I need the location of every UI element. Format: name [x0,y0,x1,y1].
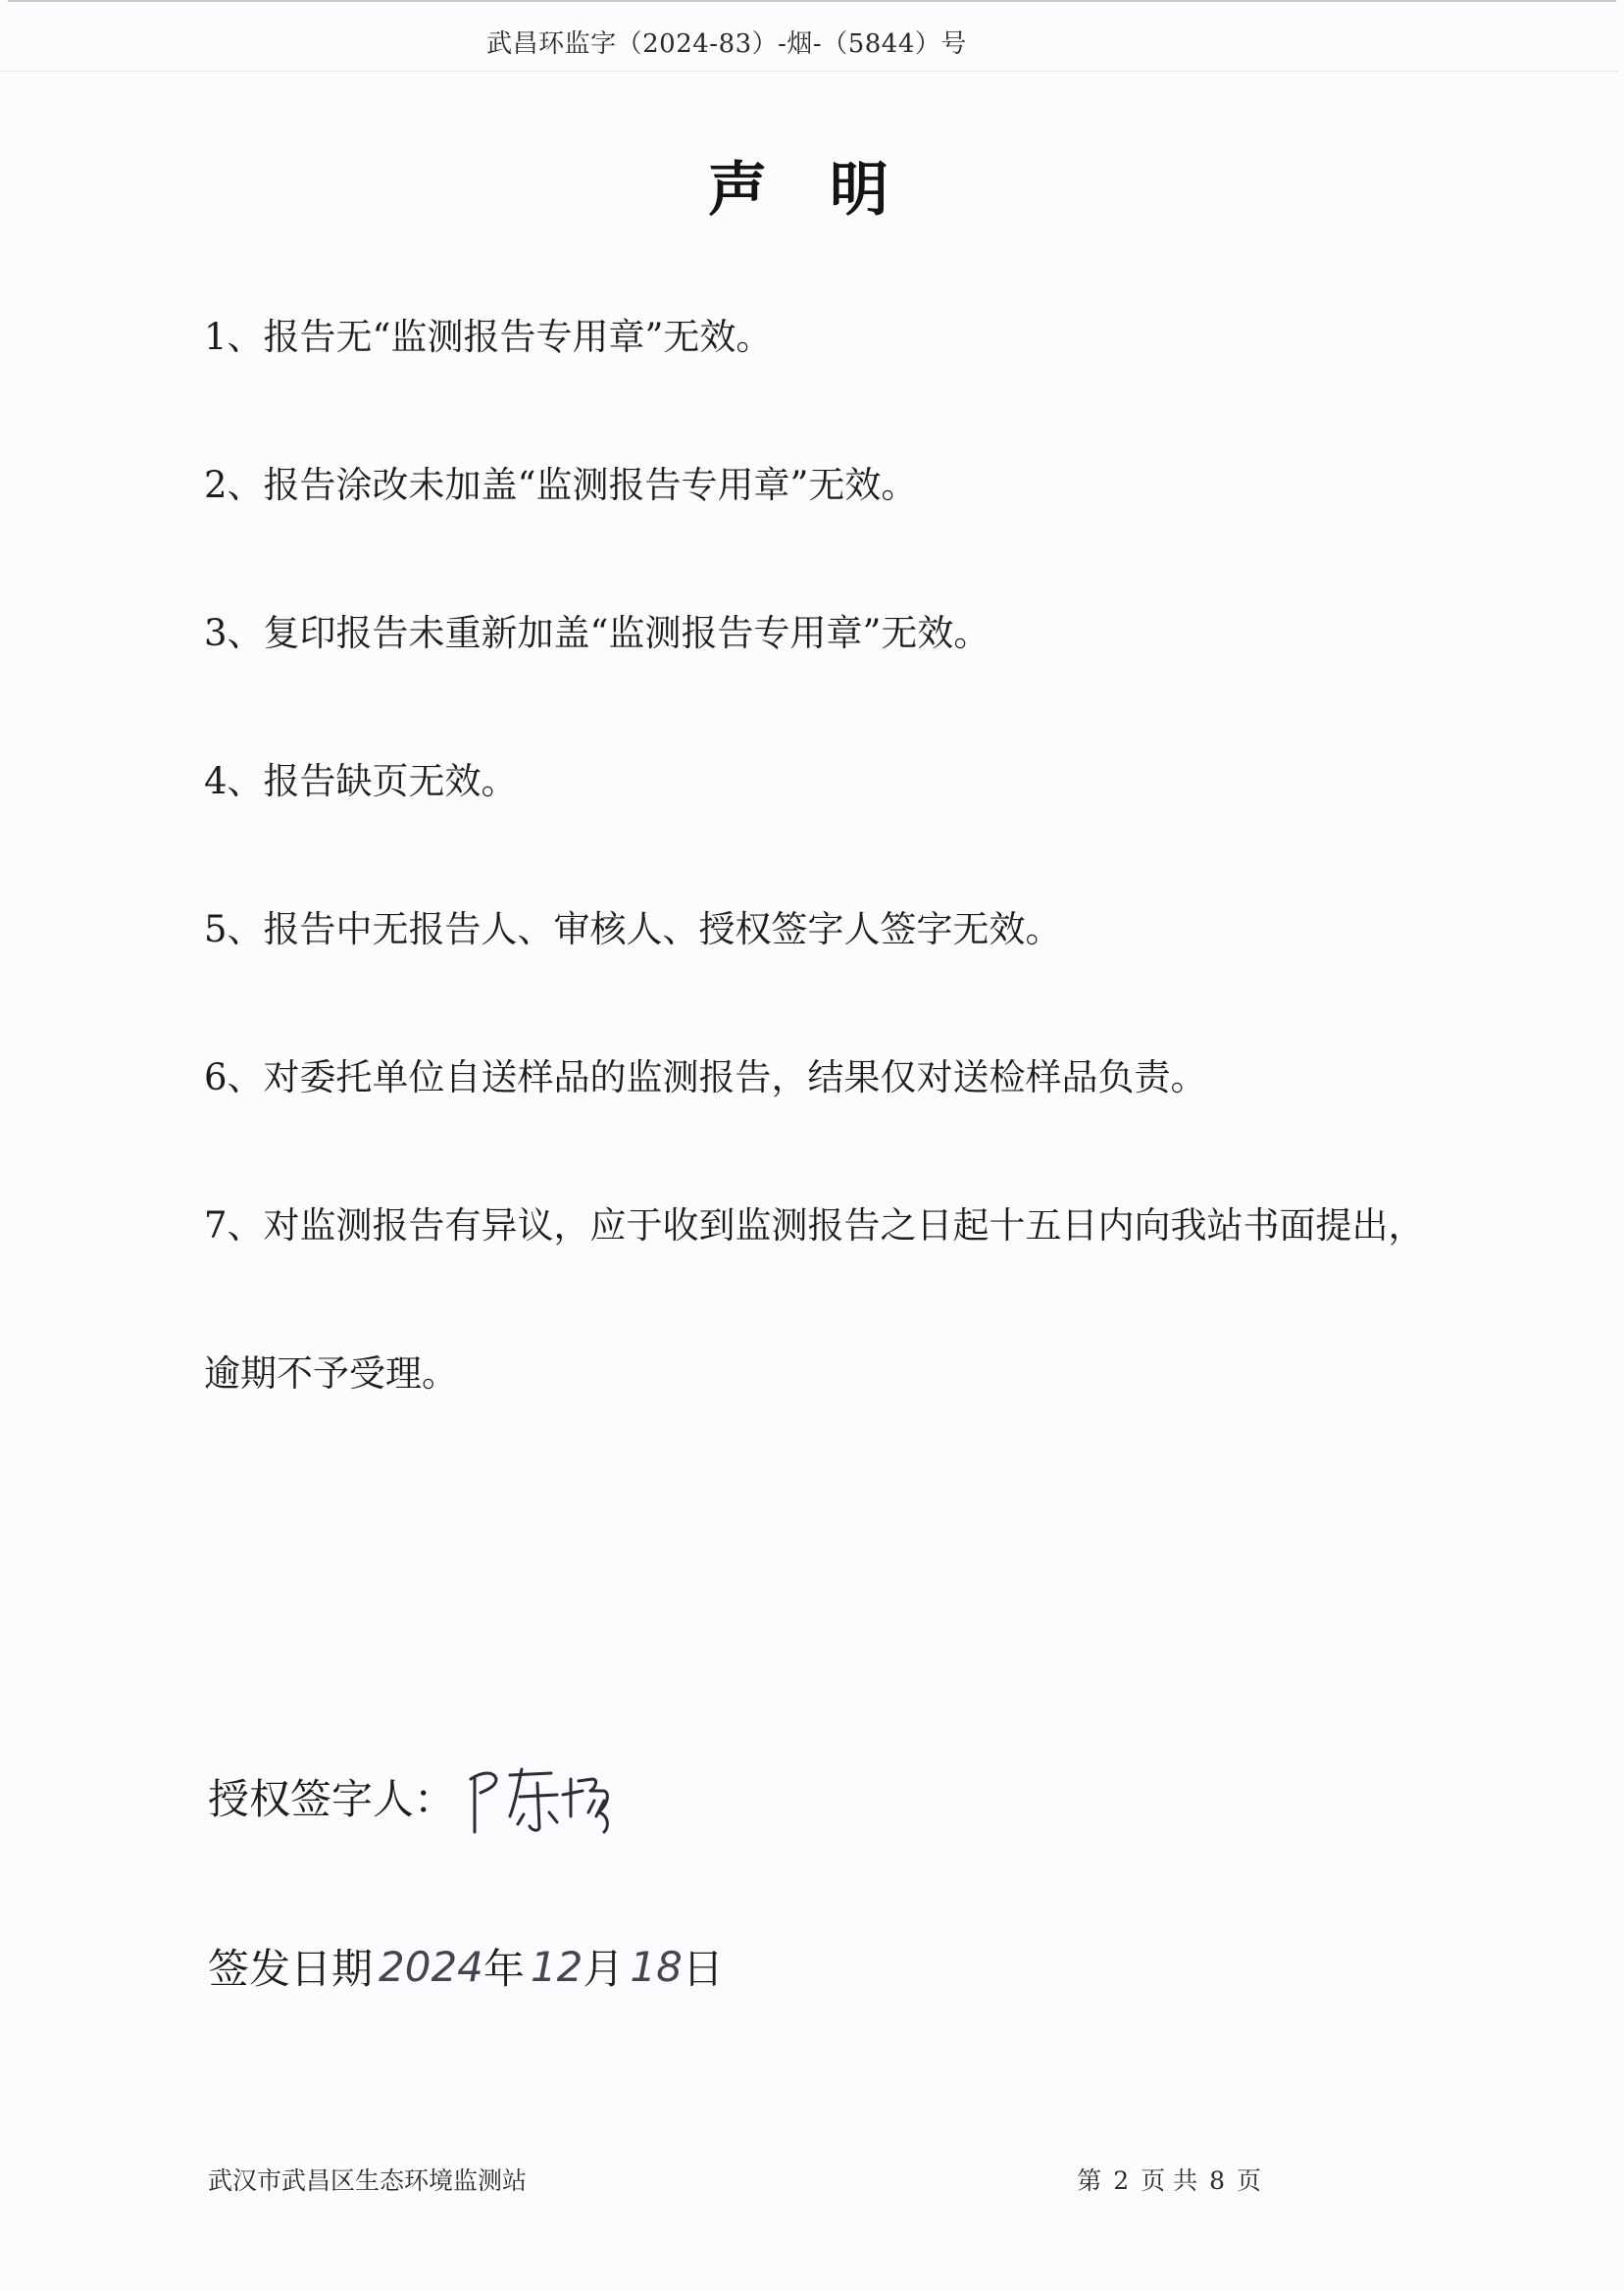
declaration-item-2: 2、报告涂改未加盖“监测报告专用章”无效。 [204,464,918,506]
issue-date-day-suffix: 日 [682,1945,724,1993]
authorized-signer-label: 授权签字人： [208,1775,456,1823]
declaration-item-6: 6、对委托单位自送样品的监测报告，结果仅对送检样品负责。 [204,1056,1207,1098]
page-current: 2 [1113,2166,1130,2195]
issue-date-month: 12 [530,1942,584,1991]
issue-date-row [208,1937,724,1996]
page-total: 8 [1209,2166,1225,2195]
page-title: 声明 [708,156,951,225]
scan-top-edge [8,0,1616,2]
page-footer [208,2162,1267,2197]
issue-date-year: 2024 [379,1942,483,1991]
declaration-item-1: 1、报告无“监测报告专用章”无效。 [204,316,773,358]
authorized-signer-row [208,1757,647,1836]
declaration-item-7-line2: 逾期不予受理。 [204,1352,458,1395]
header-divider [0,71,1618,72]
declaration-item-7-line1: 7、对监测报告有异议，应于收到监测报告之日起十五日内向我站书面提出， [204,1204,1425,1247]
page-counter [1071,2162,1267,2197]
declaration-item-3: 3、复印报告未重新加盖“监测报告专用章”无效。 [204,612,990,654]
issue-date-day: 18 [630,1942,683,1991]
issue-date-year-suffix: 年 [482,1945,525,1993]
page-suffix: 页 [1236,2166,1261,2195]
issue-date-label: 签发日期 [208,1945,374,1993]
page-prefix: 第 [1077,2166,1102,2195]
declaration-list [204,312,1518,1497]
footer-organization: 武汉市武昌区生态环境监测站 [208,2166,528,2195]
page-mid: 页 共 [1141,2166,1198,2195]
declaration-item-7 [204,1200,1518,1400]
handwritten-signature [461,1757,647,1836]
report-number-header: 武昌环监字（2024-83）-烟-（5844）号 [486,29,967,59]
issue-date-month-suffix: 月 [583,1945,625,1993]
declaration-item-5: 5、报告中无报告人、审核人、授权签字人签字无效。 [204,908,1062,950]
declaration-item-4: 4、报告缺页无效。 [204,760,518,802]
